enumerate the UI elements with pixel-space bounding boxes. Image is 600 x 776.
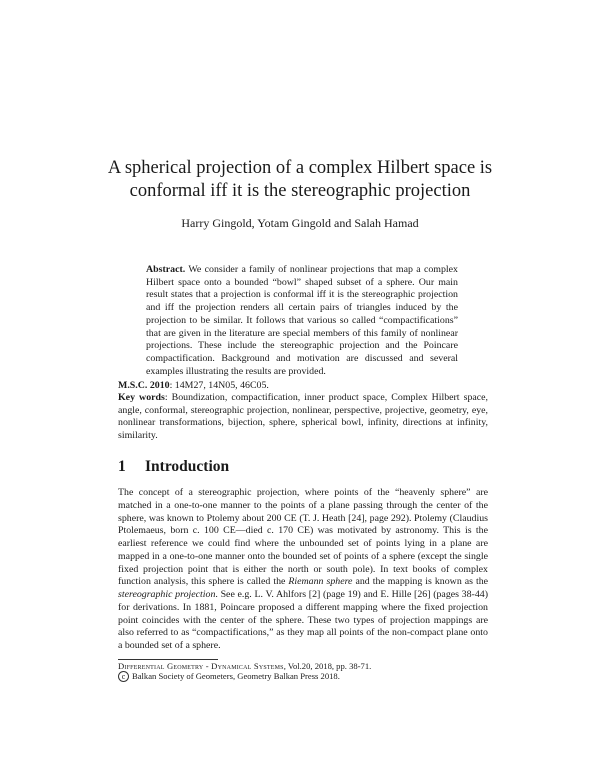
abstract-text: We consider a family of nonlinear projections that map a complex Hilbert space onto a bounded “bowl” shaped subset of a sphere. Our main result states that a projection is conformal iff it is the stereographic projection and iff the projection renders all certain pairs of triangles induced by the projection to be similar. It follows that various so called “compactifications” that are given in the literature are special members of this family of nonlinear projections. These include the stereographic projection and the Poincare compactification. Background and motivation are discussed and several examples illustrating the results are provided. <box>146 264 458 377</box>
introduction-paragraph <box>118 487 488 653</box>
keywords <box>118 392 488 443</box>
stereographic-projection-term: stereographic projection <box>118 589 216 600</box>
section-heading <box>118 458 229 476</box>
footnote-copyright <box>118 671 340 682</box>
intro-text-2: and the mapping is known as the <box>355 576 489 588</box>
abstract <box>146 264 458 378</box>
footnote-rule <box>118 659 218 660</box>
riemann-sphere-term: Riemann sphere <box>288 576 353 588</box>
msc-label: M.S.C. 2010 <box>118 380 170 391</box>
copyright-text: Balkan Society of Geometers, Geometry Balkan Press 2018. <box>132 671 340 681</box>
section-number: 1 <box>118 458 126 475</box>
abstract-label: Abstract. <box>146 264 186 275</box>
msc-text: : 14M27, 14N05, 46C05. <box>169 380 269 391</box>
journal-name: Differential Geometry - Dynamical Systems <box>118 661 284 671</box>
msc-classification <box>118 380 488 393</box>
journal-details: , Vol.20, 2018, pp. 38-71. <box>283 661 372 671</box>
keywords-text: : Boundization, compactification, inner product space, Complex Hilbert space, angle, conformal, stereographic projection, nonlinear, perspective, projective, geometry, eye, nonlinear transformations, bijection, sphere, spherical bowl, infinity, directions at infinity, similarity. <box>118 392 489 442</box>
authors: Harry Gingold, Yotam Gingold and Salah Hamad <box>181 216 419 230</box>
intro-text-1: The concept of a stereographic projection, where points of the “heavenly sphere” are matched in a one-to-one manner to the points of a plane passing through the center of the sphere, was known to Ptolemy about 200 CE (T. J. Heath [24], page 292). Ptolemy (Claudius Ptolemaeus, born c. 100 CE—died c. 170 CE) was motivated by astronomy. This is the earliest reference we could find where the unbounded set of points lying in a plane are mapped in a one-to-one manner onto the bounded set of points of a sphere (except the single fixed projection point that is either the north or south pole). In text books of complex function analysis, this sphere is called the <box>118 487 488 588</box>
keywords-label: Key words <box>118 392 165 403</box>
copyright-icon: c <box>118 671 129 682</box>
title-line-1: A spherical projection of a complex Hilbert space is <box>107 158 493 178</box>
paper-title <box>60 157 540 203</box>
section-title: Introduction <box>145 458 230 475</box>
intro-text-3: . See e.g. L. V. Ahlfors [2] (page 19) and E. Hille [26] (pages 38-44) for derivations. In 1881, Poincare proposed a different mapping where the fixed projection point coincides with the center of the sphere. These two types of projection mappings are also referred to as “compactifications,” as they map all points of the non-compact plane onto a bounded set of a sphere. <box>118 589 488 651</box>
title-line-2: conformal iff it is the stereographic projection <box>129 181 471 201</box>
